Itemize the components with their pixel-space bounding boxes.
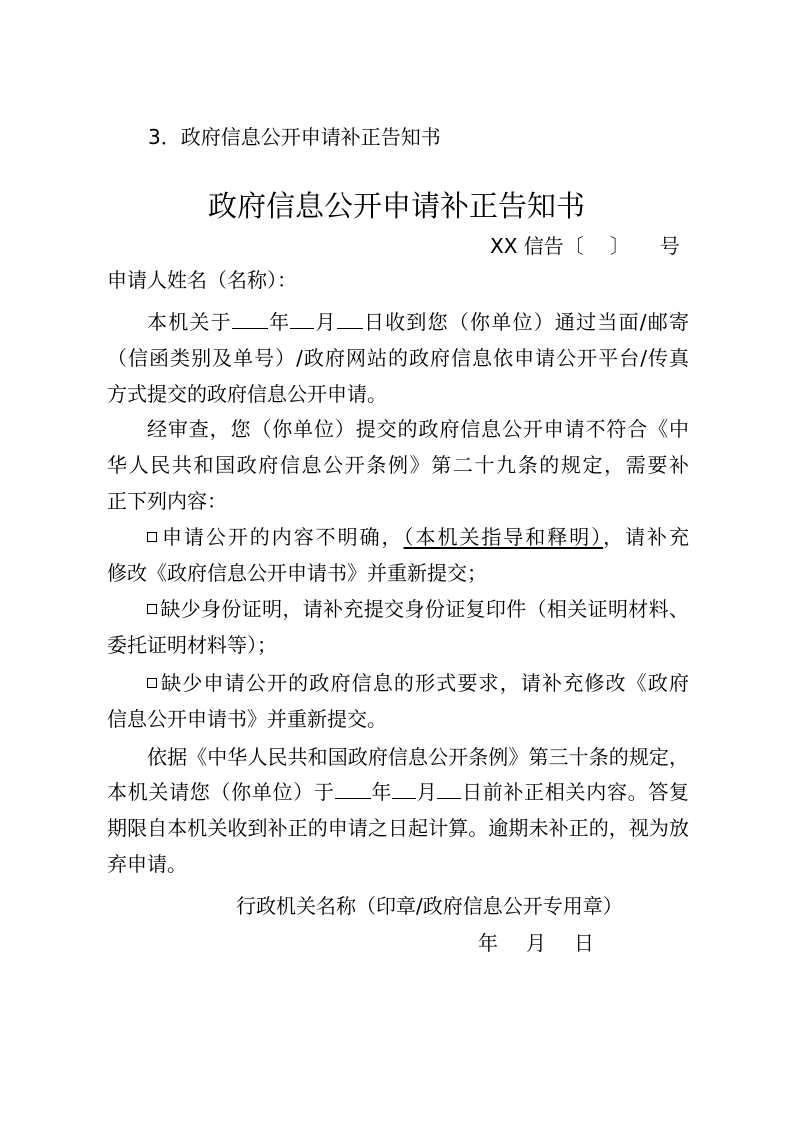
paragraph-2-line-1: 经审查，您（你单位）提交的政府信息公开申请不符合《中 [147,417,689,441]
section-heading: 3．政府信息公开申请补正告知书 [148,125,441,149]
item-2-line-2: 委托证明材料等）； [107,633,277,657]
date-year: 年 [478,931,498,955]
date-day: 日 [574,931,594,955]
checkbox-item-1[interactable] [147,532,157,542]
paragraph-3-line-4: 弃申请。 [107,852,187,876]
paragraph-1-line-2: （信函类别及单号）/政府网站的政府信息依申请公开平台/传真 [107,346,689,370]
checkbox-item-3[interactable] [147,678,157,688]
guidance-underlined: （本机关指导和释明） [403,525,604,549]
paragraph-2-line-3: 正下列内容： [107,489,227,513]
document-title: 政府信息公开申请补正告知书 [207,189,585,223]
item-1-line-1: 申请公开的内容不明确，（本机关指导和释明），请补充 [147,522,689,552]
blank-year [232,308,268,329]
paragraph-3-line-1: 依据《中华人民共和国政府信息公开条例》第三十条的规定， [147,745,689,769]
paragraph-3-line-2: 本机关请您（你单位）于 年 月 日前补正相关内容。答复 [107,780,690,804]
date-month: 月 [526,931,546,955]
blank-day-2 [437,778,461,799]
issue-date [478,928,594,958]
blank-year-2 [335,778,371,799]
paragraph-3-line-3: 期限自本机关收到补正的申请之日起计算。逾期未补正的，视为放 [107,816,689,840]
salutation: 申请人姓名（名称）： [107,268,297,292]
item-3-line-2: 信息公开申请书》并重新提交。 [107,707,387,731]
document-number [490,231,689,261]
doc-number-prefix: XX 信告〔 [490,234,584,258]
checkbox-item-2[interactable] [147,604,157,614]
paragraph-1-line-1: 本机关于 年 月 日收到您（你单位）通过当面/邮寄 [147,310,689,334]
paragraph-2-line-2: 华人民共和国政府信息公开条例》第二十九条的规定，需要补 [107,453,689,477]
blank-month-2 [392,778,416,799]
blank-day [337,308,363,329]
blank-month [290,308,314,329]
item-2-line-1: 缺少身份证明，请补充提交身份证复印件（相关证明材料、 [147,594,689,624]
issuing-authority: 行政机关名称（印章/政府信息公开专用章） [236,894,623,918]
item-1-line-2: 修改《政府信息公开申请书》并重新提交； [107,561,487,585]
paragraph-1-line-3: 方式提交的政府信息公开申请。 [107,382,387,406]
item-3-line-1: 缺少申请公开的政府信息的形式要求，请补充修改《政府 [147,668,689,698]
doc-number-suffix: 号 [659,234,680,258]
doc-number-bracket-close: 〕 [609,234,630,258]
